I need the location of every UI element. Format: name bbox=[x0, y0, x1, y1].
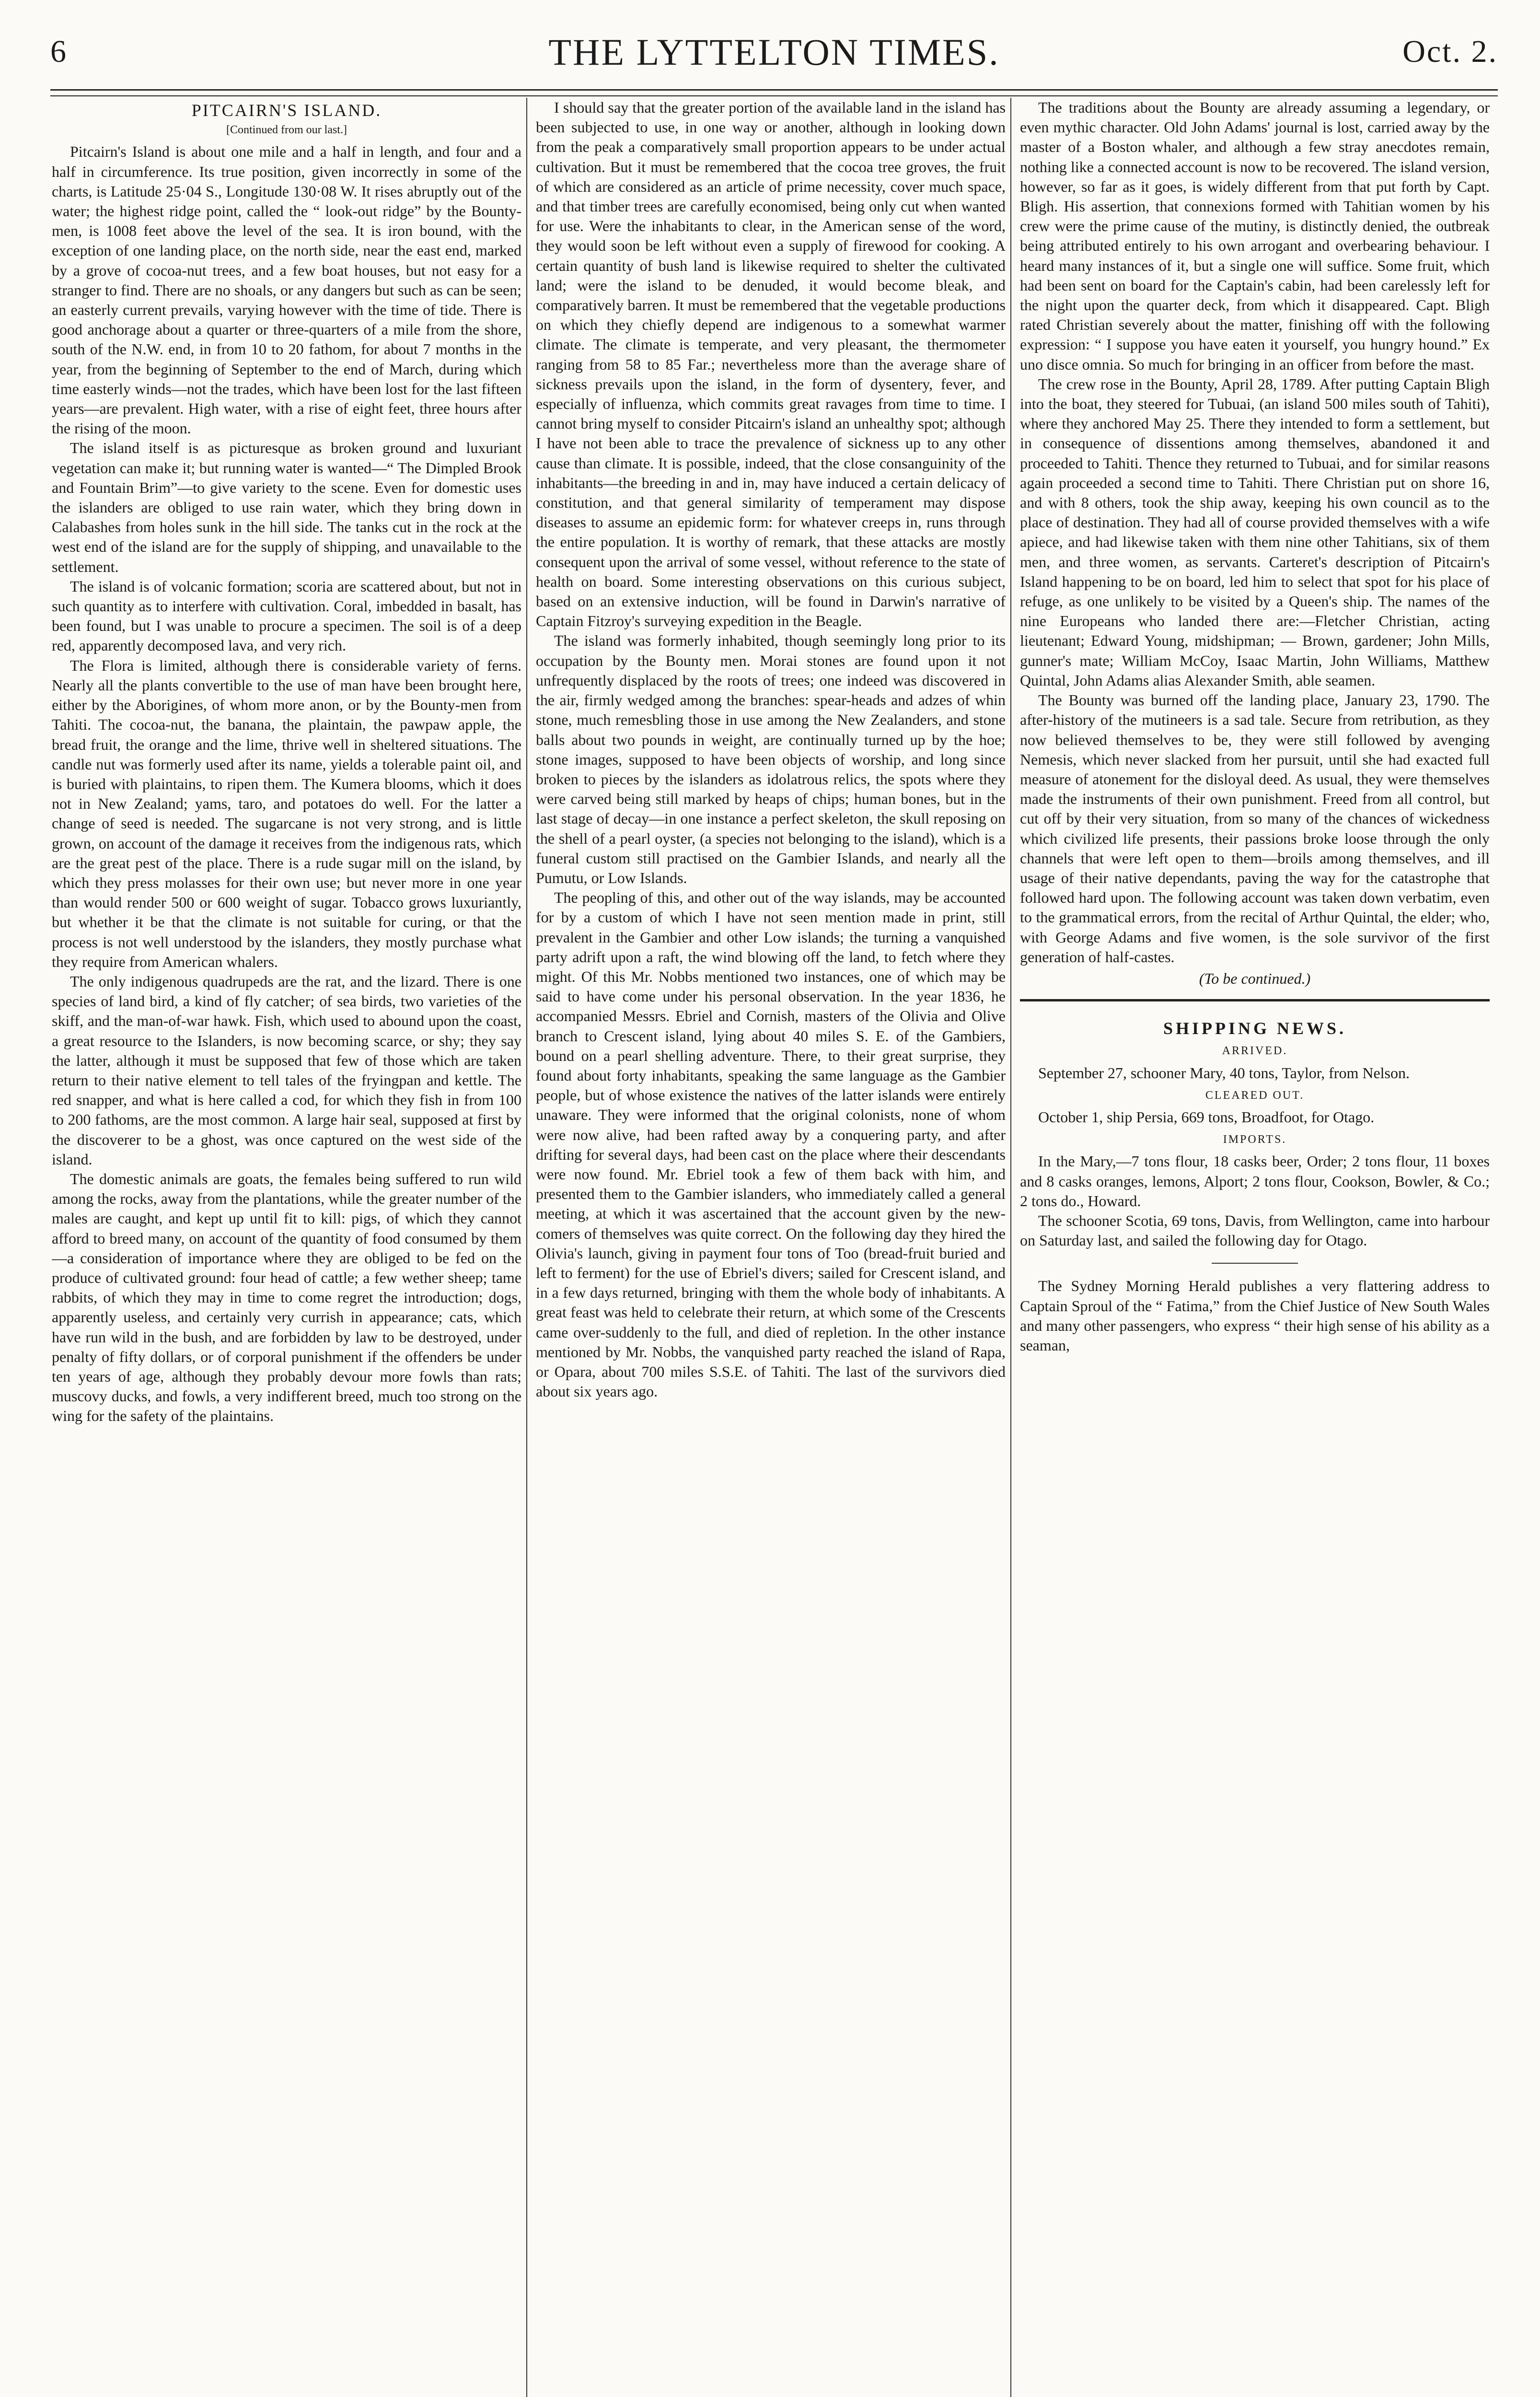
column-divider bbox=[1010, 98, 1011, 2397]
column-2 bbox=[536, 98, 1006, 2397]
masthead-rule bbox=[50, 89, 1498, 96]
cleared-entry: October 1, ship Persia, 669 tons, Broadfoot, for Otago. bbox=[1038, 1108, 1375, 1126]
imports-entry: In the Mary,—7 tons flour, 18 casks beer, Order; 2 tons flour, 11 boxes and 8 casks oranges, lemons, Alport; 2 tons flour, Cookson, Bowler, & Co.; 2 tons do., Howard. bbox=[1020, 1152, 1490, 1210]
article-continued-note: [Continued from our last.] bbox=[226, 124, 347, 137]
arrived-entry: September 27, schooner Mary, 40 tons, Taylor, from Nelson. bbox=[1038, 1064, 1410, 1082]
article-paragraph: The peopling of this, and other out of the way islands, may be accounted for by a custom of which I have not seen mention made in print, still prevalent in the Gambier and other Low islands; the turning a vanquished party adrift upon a raft, the wind blowing off the land, to fetch where they might. Of this Mr. Nobbs mentioned two instances, one of which may be said to have come under his personal observation. In the year 1836, he accompanied Messrs. Ebriel and Cornish, masters of the Olivia and Olive branch to Crescent island, lying about 40 miles S. E. of the Gambiers, bound on a pearl shelling adventure. There, to their great surprise, they found about forty inhabitants, speaking the same language as the Gambier people, but of whose existence the natives of the latter islands were entirely unaware. They were informed that the original colonists, none of whom were now alive, had been rafted away by a conquering party, and after drifting for several days, had been cast on the place where their descendants were now found. Mr. Ebriel took a few of them back with him, and presented them to the Gambier islanders, who immediately called a general meeting, at which it was ascertained that the account given by the new-comers of themselves was quite correct. On the following day they hired the Olivia's launch, giving in payment four tons of Too (bread-fruit buried and left to ferment) for the use of Ebriel's divers; sailed for Crescent island, and in a few days returned, bringing with them the whole body of inhabitants. A great feast was held to celebrate their return, at which some of the Crescents came over-suddenly to the full, and died of repletion. In the other instance mentioned by Mr. Nobbs, the vanquished party reached the island of Rapa, or Opara, about 700 miles S.S.E. of Tahiti. The last of the survivors died about six years ago. bbox=[536, 889, 1006, 1400]
article-paragraph: The island is of volcanic formation; scoria are scattered about, but not in such quantity as to interfere with cultivation. Coral, imbedded in basalt, has been found, but I was unable to procure a specimen. The soil is of a deep red, apparently decomposed lava, and very rich. bbox=[52, 577, 521, 654]
article-paragraph: The crew rose in the Bounty, April 28, 1789. After putting Captain Bligh into the boat, they steered for Tubuai, (an island 500 miles south of Tahiti), where they anchored May 25. There they intended to form a settlement, but in consequence of dissentions among themselves, abandoned it and proceeded to Tahiti. Thence they returned to Tubuai, and for similar reasons again proceeded a second time to Tahiti. There Christian put on shore 16, and with 8 others, took the ship away, keeping his own council as to the place of destination. They had all of course provided themselves with a wife apiece, and had likewise taken with them nine other Tahitians, six of them men, and three women, as servants. Carteret's description of Pitcairn's Island happening to be on board, led him to select that spot for his place of refuge, as one unlikely to be visited by a Queen's ship. The names of the nine Europeans who landed there are:—Fletcher Christian, acting lieutenant; Edward Young, midshipman; — Brown, gardener; John Mills, gunner's mate; William McCoy, Isaac Martin, John Williams, Matthew Quintal, John Adams alias Alexander Smith, able seamen. bbox=[1020, 375, 1490, 689]
issue-date: Oct. 2. bbox=[1402, 34, 1498, 69]
column-1 bbox=[52, 98, 521, 2397]
section-rule bbox=[1020, 999, 1490, 1001]
arrived-heading: ARRIVED. bbox=[1222, 1045, 1288, 1058]
article-title: PITCAIRN'S ISLAND. bbox=[191, 101, 382, 120]
article-paragraph: The island was formerly inhabited, though seemingly long prior to its occupation by the Bounty men. Morai stones are found upon it not unfrequently displaced by the roots of trees; one indeed was discovered in the air, firmly wedged among the branches: spear-heads and adzes of whin stone, much remesbling those in use among the New Zealanders, and stone balls about two pounds in weight, are continually turned up by the hoe; stone images, supposed to have been objects of worship, and long since broken to pieces by the islanders as idolatrous relics, the spots where they were carved being still marked by heaps of chips; human bones, but in the last stage of decay—in one instance a perfect skeleton, the skull reposing on the shell of a pearl oyster, (a species not belonging to the island), which is a funeral custom still practised on the Gambier Islands, and nearly all the Pumutu, or Low Islands. bbox=[536, 632, 1006, 886]
column-3 bbox=[1020, 98, 1490, 2397]
article-paragraph: Pitcairn's Island is about one mile and a half in length, and four and a half in circumference. Its true position, given incorrectly in some of the charts, is Latitude 25·04 S., Longitude 130·08 W. It rises abruptly out of the water; the highest ridge point, called the “ look-out ridge” by the Bounty-men, is 1008 feet above the level of the sea. It is iron bound, with the exception of one landing place, on the north side, near the east end, marked by a grove of cocoa-nut trees, and a few boat houses, but not easy for a stranger to find. There are no shoals, or any dangers but such as can be seen; an easterly current prevails, varying however with the time of tide. There is good anchorage about a quarter or three-quarters of a mile from the shore, south of the N.W. end, in from 10 to 20 fathom, for about 7 months in the year, from the beginning of September to the end of March, during which time easterly winds—not the trades, which have been lost for the last fifteen years—are prevalent. High water, with a rise of eight feet, three hours after the rising of the moon. bbox=[52, 143, 521, 437]
page-number: 6 bbox=[50, 34, 66, 69]
article-paragraph: The island itself is as picturesque as broken ground and luxuriant vegetation can make it; but running water is wanted—“ The Dimpled Brook and Fountain Brim”—to give variety to the scene. Even for domestic uses the islanders are obliged to use rain water, which they bring down in Calabashes from holes sunk in the hill side. The tanks cut in the rock at the west end of the island are for the supply of shipping, and unavailable to the settlement. bbox=[52, 439, 521, 575]
herald-item: The Sydney Morning Herald publishes a very flattering address to Captain Sproul of the “ Fatima,” from the Chief Justice of New South Wales and many other passengers, who express “ their high sense of his ability as a seaman, bbox=[1020, 1277, 1490, 1354]
masthead bbox=[50, 29, 1498, 86]
article-paragraph: The domestic animals are goats, the females being suffered to run wild among the rocks, away from the plantations, while the greater number of the males are caught, and kept up until fit to kill: pigs, of which they cannot afford to breed many, on account of the quantity of food consumed by them—a consideration of importance where they are obliged to be fed on the produce of cultivated ground: four head of cattle; a few wether sheep; tame rabbits, of which they may in time to come regret the introduction; dogs, apparently useless, and certainly very currish in appearance; cats, which have run wild in the bush, and are forbidden by law to be destroyed, under penalty of fifty dollars, or of corporal punishment if the offenders be under ten years of age, although they probably devour more fowls than rats; muscovy ducks, and fowls, a very indifferent breed, much too strong on the wing for the safety of the plaintains. bbox=[52, 1170, 521, 1425]
continued-note: (To be continued.) bbox=[1199, 969, 1311, 987]
cleared-heading: CLEARED OUT. bbox=[1205, 1089, 1305, 1102]
scotia-entry: The schooner Scotia, 69 tons, Davis, from Wellington, came into harbour on Saturday last, and sailed the following day for Otago. bbox=[1020, 1211, 1490, 1249]
item-rule bbox=[1212, 1263, 1298, 1264]
column-divider bbox=[526, 98, 527, 2397]
article-paragraph: I should say that the greater portion of the available land in the island has been subjected to use, in one way or another, although in looking down from the peak a comparatively small proportion appears to be under actual cultivation. But it must be remembered that the cocoa tree groves, the fruit of which are considered as an article of prime necessity, cover much space, and that timber trees are carefully economised, being only cut when wanted for use. Were the inhabitants to clear, in the American sense of the word, they would soon be left without even a supply of firewood for cooking. A certain quantity of bush land is likewise required to shelter the cultivated land; were the island to be denuded, it would become bleak, and comparatively barren. It must be remembered that the vegetable productions on which they chiefly depend are indigenous to a somewhat warmer climate. The climate is temperate, and very pleasant, the thermometer ranging from 58 to 85 Far.; nevertheless more than the average share of sickness prevails upon the island, in the form of dysentery, fever, and especially of influenza, which commits great ravages from time to time. I cannot bring myself to consider Pitcairn's island an unhealthy spot; although I have not been able to trace the prevalence of sickness up to any other cause than climate. It is possible, indeed, that the close consanguinity of the inhabitants—the breeding in and in, may have induced a certain delicacy of constitution, and that general similarity of temperament may dispose diseases to assume an epidemic form: for whatever creeps in, runs through the entire population. It is worthy of remark, that these attacks are mostly consequent upon the arrival of some vessel, without reference to the state of health on board. Some interesting observations on this curious subject, based on an extensive induction, will be found in Darwin's narrative of Captain Fitzroy's surveying expedition in the Beagle. bbox=[536, 99, 1006, 630]
article-paragraph: The only indigenous quadrupeds are the rat, and the lizard. There is one species of land bird, a kind of fly catcher; of sea birds, two varieties of the skiff, and the man-of-war hawk. Fish, which used to abound upon the coast, a great resource to the Islanders, is now becoming scarce, or shy; they say the latter, although it must be supposed that few of those which are taken return to their native element to tell tales of the fryingpan and kettle. The red snapper, and what is here called a cod, for which they fish in from 100 to 200 fathoms, are the most common. A large hair seal, supposed at first by the discoverer to be a ghost, was once captured on the west side of the island. bbox=[52, 972, 521, 1168]
article-paragraph: The Flora is limited, although there is considerable variety of ferns. Nearly all the plants convertible to the use of man have been brought here, either by the Aborigines, of whom more anon, or by the Bounty-men from Tahiti. The cocoa-nut, the banana, the plaintain, the pawpaw apple, the bread fruit, the orange and the lime, thrive well in sheltered situations. The candle nut was formerly used after its name, yields a tolerable paint oil, and is buried with plaintains, to ripen them. The Kumera blooms, which it does not in New Zealand; yams, taro, and potatoes do well. For the latter a change of seed is needed. The sugarcane is not very strong, and is little grown, on account of the damage it receives from the indigenous rats, which are the great pest of the place. There is a rude sugar mill on the island, by which they press molasses for their own use; but never more in one year than would render 500 or 600 weight of sugar. Tobacco grows luxuriantly, but whether it be that the climate is not suitable for curing, or that the process is not well understood by the islanders, they mostly purchase what they require from American whalers. bbox=[52, 656, 521, 970]
imports-heading: IMPORTS. bbox=[1223, 1133, 1287, 1146]
shipping-news-heading: SHIPPING NEWS. bbox=[1163, 1019, 1347, 1038]
newspaper-title: THE LYTTELTON TIMES. bbox=[548, 31, 1000, 73]
article-paragraph: The traditions about the Bounty are already assuming a legendary, or even mythic character. Old John Adams' journal is lost, carried away by the master of a Boston whaler, and although a few stray anecdotes remain, nothing like a connected account is now to be recovered. The island version, however, so far as it goes, is widely different from that put forth by Capt. Bligh. His assertion, that connexions formed with Tahitian women by his crew were the prime cause of the mutiny, is distinctly denied, the outbreak being attributed entirely to his own arrogant and overbearing behaviour. I heard many instances of it, but a single one will suffice. Some fruit, which had been sent on board for the Captain's cabin, had been carelessly left for the night upon the quarter deck, from which it disappeared. Capt. Bligh rated Christian severely about the matter, finishing off with the following expression: “ I suppose you have eaten it yourself, you hungry hound.” Ex uno disce omnia. So much for bringing in an officer from before the mast. bbox=[1020, 99, 1490, 373]
article-paragraph: The Bounty was burned off the landing place, January 23, 1790. The after-history of the mutineers is a sad tale. Secure from retribution, as they now believed themselves to be, they were still followed by avenging Nemesis, which never slacked from her pursuit, until she had exacted full measure of atonement for the disloyal deed. As usual, they were themselves made the instruments of their own punishment. Freed from all control, but cut off by their very situation, from so many of the chances of wickedness which civilized life presents, their passions broke loose through the only channels that were left open to them—broils among themselves, and ill usage of their native dependants, paving the way for the catastrophe that followed hard upon. The following account was taken down verbatim, even to the grammatical errors, from the recital of Arthur Quintal, the elder; who, with George Adams and five women, is the sole survivor of the first generation of half-castes. bbox=[1020, 691, 1490, 966]
